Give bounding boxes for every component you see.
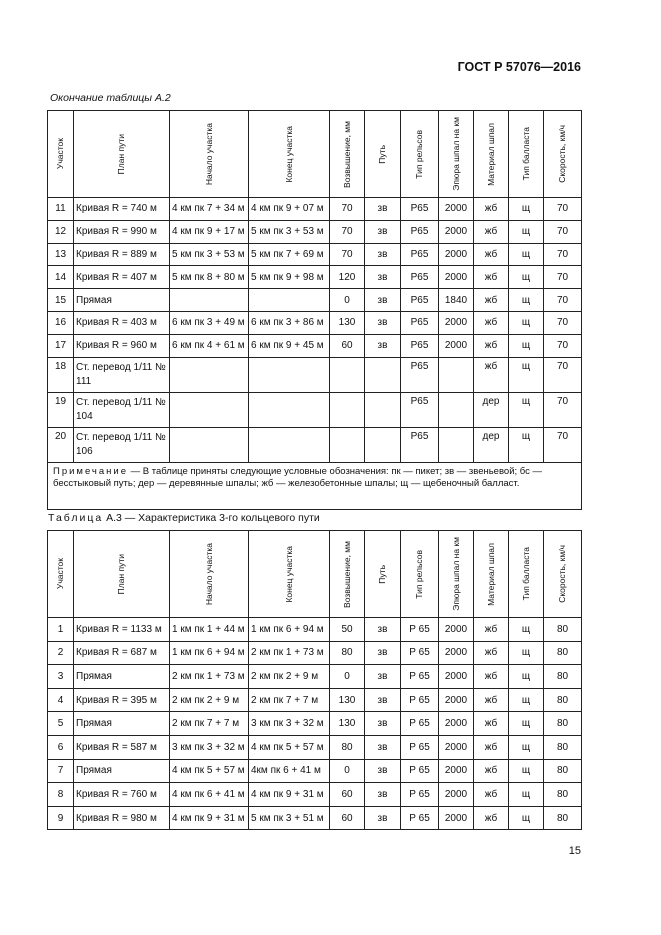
page-number: 15 [568,845,581,857]
table-cell: жб [474,220,509,243]
table-cell: щ [509,759,544,783]
table-cell: 20 [48,427,74,462]
table-cell: 4 км пк 9 + 31 м [249,783,330,807]
table-cell: 11 [48,198,74,221]
table-cell: 2 [48,641,74,665]
table-cell: 1 км пк 1 + 44 м [170,618,249,642]
column-header [544,111,582,198]
table-cell: щ [509,266,544,289]
table-cell: 6 км пк 9 + 45 м [249,334,330,357]
column-header-label: Путь [377,564,388,584]
table-cell: зв [365,641,401,665]
column-header [401,531,439,618]
column-header [474,531,509,618]
table-cell [365,427,401,462]
table-row [48,688,582,712]
table-row [48,806,582,830]
table-cell: зв [365,712,401,736]
table-cell: 2000 [439,266,474,289]
table-cell: жб [474,688,509,712]
table-cell: 60 [330,334,365,357]
table-cell: Кривая R = 980 м [74,806,170,830]
table-cell: 70 [544,266,582,289]
table-cell: 70 [544,427,582,462]
table-cell: 70 [330,220,365,243]
table-cell: зв [365,806,401,830]
table-cell: Прямая [74,289,170,312]
table-cell: Кривая R = 740 м [74,198,170,221]
table-cell: жб [474,665,509,689]
table-cell: 2000 [439,334,474,357]
table-cell [249,357,330,392]
table-cell: 80 [544,688,582,712]
column-header-label: Эпюра шпал на км [450,117,461,191]
table-header-row [48,111,582,198]
table-cell: 70 [544,198,582,221]
table-cell: 5 км пк 8 + 80 м [170,266,249,289]
table-cell: Кривая R = 403 м [74,311,170,334]
column-header [48,531,74,618]
table-note-row [48,462,582,509]
table-cell: Р65 [401,427,439,462]
column-header [249,111,330,198]
table-cell: Кривая R = 687 м [74,641,170,665]
table-cell: 3 [48,665,74,689]
table-cell: зв [365,618,401,642]
table-row [48,243,582,266]
note-text: — В таблице приняты следующие условные обозначения: пк — пикет; зв — звеньевой; бс — бесстыковый путь; дер — деревянные шпалы; жб — железобетонные шпалы; щ — щебеночный балласт. [53,465,543,490]
table-row [48,712,582,736]
table-cell [170,357,249,392]
table-cell: жб [474,618,509,642]
column-header-label: План пути [116,553,127,595]
column-header [170,531,249,618]
table-note [48,462,582,509]
table-cell: Р 65 [401,688,439,712]
column-header [509,531,544,618]
table-cell [249,392,330,427]
table-cell: Прямая [74,712,170,736]
table-cell: 4 [48,688,74,712]
column-header [509,111,544,198]
table-row [48,334,582,357]
table-cell: жб [474,266,509,289]
column-header [474,111,509,198]
table-row [48,198,582,221]
table-cell: 60 [330,806,365,830]
table-cell: 2000 [439,311,474,334]
table-cell: 12 [48,220,74,243]
table-cell: 70 [544,243,582,266]
table-cell: жб [474,735,509,759]
table-row [48,783,582,807]
table-cell: 15 [48,289,74,312]
table-row [48,266,582,289]
table-row [48,665,582,689]
table-cell: 6 км пк 4 + 61 м [170,334,249,357]
table-cell: 0 [330,759,365,783]
table-cell: 6 [48,735,74,759]
table-cell: 2000 [439,198,474,221]
table-row [48,641,582,665]
column-header [439,111,474,198]
table-cell: Р65 [401,357,439,392]
table-cell: 3 км пк 3 + 32 м [249,712,330,736]
table-cell: 1 [48,618,74,642]
table-cell: Р65 [401,243,439,266]
table-cell [365,392,401,427]
table-cell: 0 [330,289,365,312]
column-header [439,531,474,618]
table-cell: 80 [544,665,582,689]
table-cell: 2000 [439,665,474,689]
table-cell [439,357,474,392]
table-cell: щ [509,783,544,807]
table-cell: 8 [48,783,74,807]
table-cell: 13 [48,243,74,266]
table-cell: 70 [544,220,582,243]
table-cell: 3 км пк 3 + 32 м [170,735,249,759]
table-cell: 80 [544,806,582,830]
table-cell [249,289,330,312]
table-cell: Р65 [401,289,439,312]
table-row [48,289,582,312]
table-cell: Прямая [74,759,170,783]
table-cell: дер [474,427,509,462]
table-cell: 2000 [439,618,474,642]
column-header-label: Тип балласта [520,127,531,181]
table-cell: 5 км пк 7 + 69 м [249,243,330,266]
table-cell: 120 [330,266,365,289]
table-cell: зв [365,783,401,807]
table-cell [330,357,365,392]
table-cell: щ [509,688,544,712]
table-cell: 0 [330,665,365,689]
table-cell: 70 [544,289,582,312]
table-cell: 80 [544,735,582,759]
table-cell: 70 [544,392,582,427]
table-cell: 2 км пк 1 + 73 м [249,641,330,665]
table-cell: 5 [48,712,74,736]
table-cell: 4 км пк 5 + 57 м [170,759,249,783]
column-header-label: Материал шпал [485,122,496,186]
column-header-label: Скорость, км/ч [557,125,568,183]
table-cell [330,392,365,427]
table-cell [170,289,249,312]
table-cell: жб [474,806,509,830]
table-cell: 7 [48,759,74,783]
table-cell: дер [474,392,509,427]
table-cell: щ [509,243,544,266]
table-cell: 17 [48,334,74,357]
column-header [330,531,365,618]
table-header-row [48,531,582,618]
table-cell [439,427,474,462]
table-cell: 4 км пк 6 + 41 м [170,783,249,807]
column-header-label: Начало участка [203,122,214,186]
table-cell: 80 [544,641,582,665]
table-cell: 80 [544,783,582,807]
table-cell: 80 [330,641,365,665]
table-cell [439,392,474,427]
table-cell: 1 км пк 6 + 94 м [170,641,249,665]
table-cell [249,427,330,462]
table-cell: 1 км пк 6 + 94 м [249,618,330,642]
table-cell: 4 км пк 9 + 31 м [170,806,249,830]
table-cell: зв [365,243,401,266]
table-cell: Прямая [74,665,170,689]
table-cell [365,357,401,392]
column-header-label: План пути [116,133,127,175]
column-header [544,531,582,618]
table-cell: 5 км пк 9 + 98 м [249,266,330,289]
table-cell: 80 [544,759,582,783]
table-cell: Р 65 [401,618,439,642]
table-row [48,311,582,334]
column-header [74,111,170,198]
table-cell: жб [474,243,509,266]
table-cell: 14 [48,266,74,289]
table-a2 [47,110,582,510]
column-header [48,111,74,198]
table-cell: 5 км пк 3 + 51 м [249,806,330,830]
table-cell: зв [365,759,401,783]
table-cell: зв [365,266,401,289]
table-cell: 2 км пк 7 + 7 м [249,688,330,712]
note-label: Примечание [53,465,128,477]
table-cell: Кривая R = 960 м [74,334,170,357]
column-header [330,111,365,198]
table-cell: 70 [330,243,365,266]
table-cell: Р65 [401,266,439,289]
table-cell: зв [365,311,401,334]
table-cell: 2000 [439,783,474,807]
table-cell: 60 [330,783,365,807]
table-cell: 2000 [439,712,474,736]
table-cell: 6 км пк 3 + 86 м [249,311,330,334]
table-cell: 70 [544,334,582,357]
table-cell: зв [365,334,401,357]
table-cell: Р 65 [401,712,439,736]
table-row [48,735,582,759]
table-cell: 70 [544,311,582,334]
table-cell: 18 [48,357,74,392]
column-header [74,531,170,618]
table-cell: 2000 [439,641,474,665]
table-cell: Кривая R = 889 м [74,243,170,266]
table-cell: Ст. перевод 1/11 № 111 [74,357,170,392]
column-header-label: Материал шпал [485,542,496,606]
table-cell: 9 [48,806,74,830]
table-cell: Кривая R = 760 м [74,783,170,807]
table-cell [170,392,249,427]
table-cell: Р65 [401,198,439,221]
table-cell: Кривая R = 395 м [74,688,170,712]
table-cell: 2 км пк 1 + 73 м [170,665,249,689]
table-cell: Р 65 [401,735,439,759]
table-cell: Кривая R = 1133 м [74,618,170,642]
table-cell: щ [509,357,544,392]
table-cell: Р 65 [401,759,439,783]
column-header [401,111,439,198]
table-cell: жб [474,759,509,783]
column-header-label: Возвышение, мм [341,120,352,188]
table-cell: 130 [330,712,365,736]
table-cell: жб [474,783,509,807]
table-row [48,220,582,243]
table-cell: щ [509,427,544,462]
table-cell: жб [474,641,509,665]
table-cell: 4 км пк 9 + 07 м [249,198,330,221]
table-cell: Ст. перевод 1/11 № 104 [74,392,170,427]
table-cell: Р 65 [401,783,439,807]
table-row [48,427,582,462]
table-cell: щ [509,198,544,221]
table-cell: щ [509,665,544,689]
column-header-label: Тип балласта [520,547,531,601]
table-cell: щ [509,311,544,334]
column-header-label: Конец участка [283,125,294,183]
table-cell: 2000 [439,759,474,783]
table-a3-caption-label: Таблица [48,512,104,524]
column-header-label: Начало участка [203,542,214,606]
table-cell: зв [365,198,401,221]
table-cell: 16 [48,311,74,334]
table-cell: 50 [330,618,365,642]
table-cell: 4 км пк 9 + 17 м [170,220,249,243]
table-cell: зв [365,735,401,759]
table-cell: зв [365,220,401,243]
column-header-label: Участок [55,138,66,170]
table-cell: Р65 [401,334,439,357]
column-header-label: Путь [377,144,388,164]
table-cell: 1840 [439,289,474,312]
column-header-label: Эпюра шпал на км [450,537,461,611]
table-cell: 80 [330,735,365,759]
table-cell: 80 [544,618,582,642]
table-cell: Р65 [401,311,439,334]
table-cell: щ [509,220,544,243]
table-cell: жб [474,357,509,392]
column-header-label: Скорость, км/ч [557,545,568,603]
table-cell: зв [365,688,401,712]
table-cell: 2000 [439,243,474,266]
column-header [170,111,249,198]
table-cell: щ [509,334,544,357]
table-row [48,392,582,427]
table-cell: 2 км пк 2 + 9 м [249,665,330,689]
table-cell: 70 [330,198,365,221]
column-header-label: Тип рельсов [414,549,425,599]
table-cell: Р65 [401,220,439,243]
table-cell: зв [365,665,401,689]
table-cell: 5 км пк 3 + 53 м [249,220,330,243]
table-a3-caption [48,512,320,524]
table-cell: 80 [544,712,582,736]
column-header-label: Конец участка [283,545,294,603]
column-header-label: Участок [55,558,66,590]
table-cell: щ [509,289,544,312]
column-header-label: Тип рельсов [414,129,425,179]
table-cell: 130 [330,311,365,334]
table-cell: Ст. перевод 1/11 № 106 [74,427,170,462]
table-cell: 19 [48,392,74,427]
table-cell: Кривая R = 407 м [74,266,170,289]
table-cell: Р 65 [401,806,439,830]
table-cell: жб [474,712,509,736]
table-cell [170,427,249,462]
table-cell: зв [365,289,401,312]
table-a3-caption-text: А.3 — Характеристика 3-го кольцевого пути [103,512,320,524]
table-cell: Р 65 [401,665,439,689]
table-cell: щ [509,712,544,736]
column-header [365,531,401,618]
table-cell: щ [509,392,544,427]
table-cell: жб [474,198,509,221]
table-row [48,618,582,642]
document-standard-code: ГОСТ Р 57076—2016 [457,60,581,74]
table-cell: жб [474,289,509,312]
table-cell [330,427,365,462]
table-a2-caption: Окончание таблицы А.2 [50,92,171,104]
table-row [48,357,582,392]
table-cell: Кривая R = 587 м [74,735,170,759]
table-cell: 2 км пк 7 + 7 м [170,712,249,736]
column-header-label: Возвышение, мм [341,540,352,608]
table-cell: 4 км пк 7 + 34 м [170,198,249,221]
table-cell: Р 65 [401,641,439,665]
table-cell: щ [509,806,544,830]
table-cell: 2000 [439,688,474,712]
table-a3 [47,530,582,830]
table-row [48,759,582,783]
table-cell: жб [474,311,509,334]
table-cell: 2000 [439,220,474,243]
table-cell: Р65 [401,392,439,427]
table-cell: 6 км пк 3 + 49 м [170,311,249,334]
table-cell: 5 км пк 3 + 53 м [170,243,249,266]
table-cell: 4 км пк 5 + 57 м [249,735,330,759]
table-cell: 2000 [439,806,474,830]
table-cell: Кривая R = 990 м [74,220,170,243]
table-cell: щ [509,641,544,665]
table-cell: 130 [330,688,365,712]
table-cell: 2000 [439,735,474,759]
table-cell: 70 [544,357,582,392]
table-cell: щ [509,735,544,759]
column-header [365,111,401,198]
table-cell: 2 км пк 2 + 9 м [170,688,249,712]
table-cell: щ [509,618,544,642]
column-header [249,531,330,618]
table-cell: жб [474,334,509,357]
table-cell: 4км пк 6 + 41 м [249,759,330,783]
